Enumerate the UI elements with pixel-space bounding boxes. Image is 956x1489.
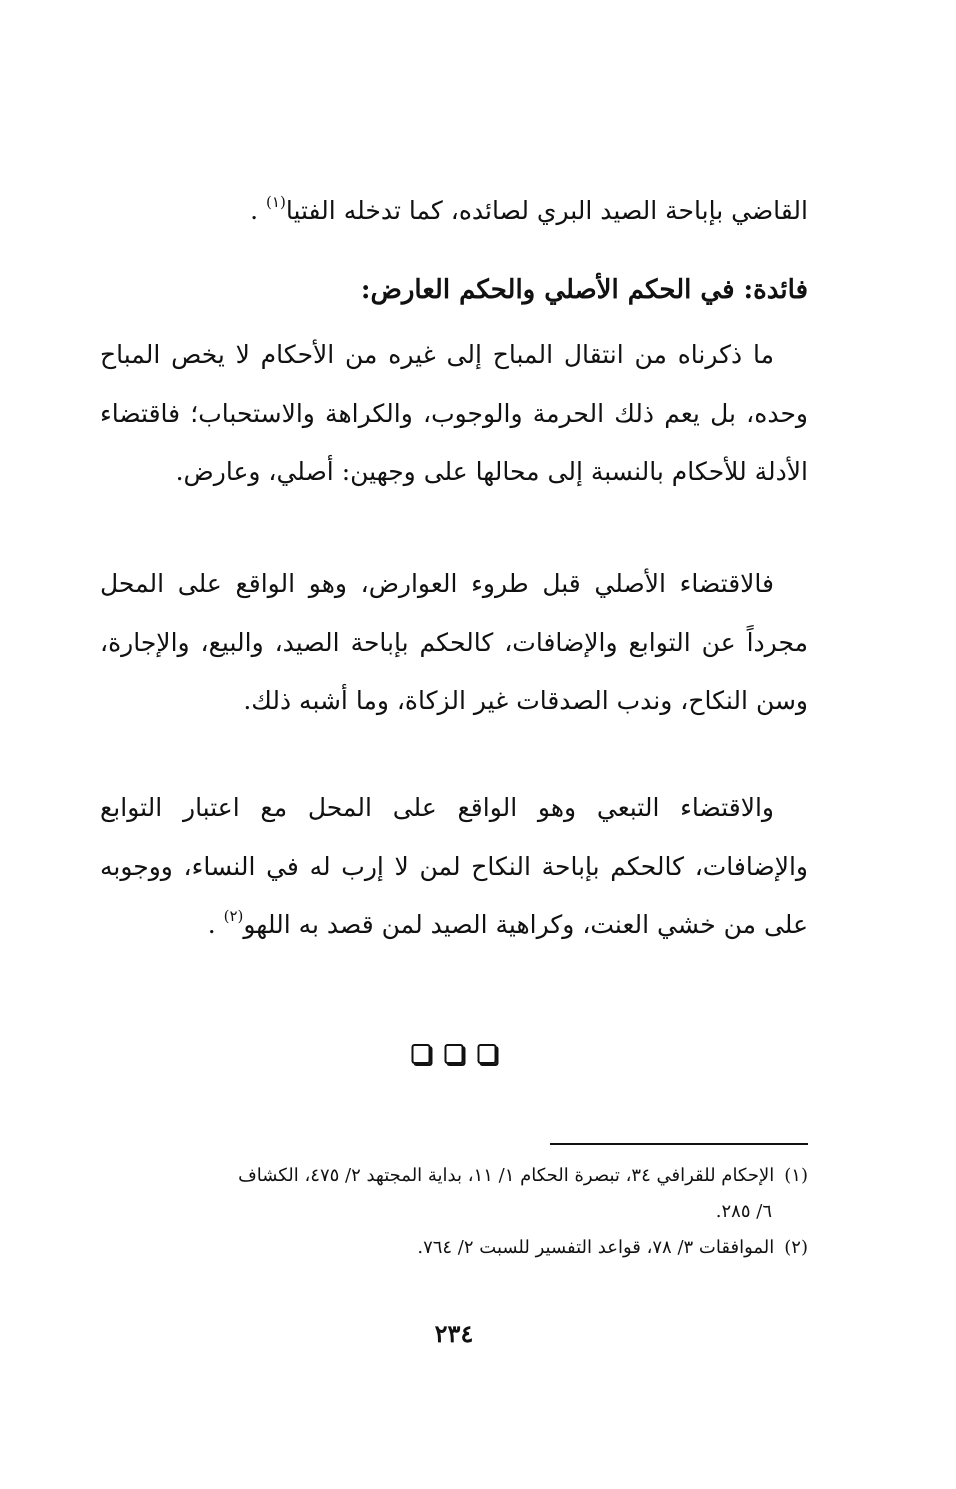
footnotes [100, 1158, 808, 1266]
square-ornament-icon [445, 1044, 464, 1064]
section-divider-ornament [412, 1044, 497, 1064]
continuation-text: القاضي بإباحة الصيد البري لصائده، كما تدخله الفتيا [285, 196, 808, 225]
paragraph-2 [100, 555, 808, 731]
paragraph-1 [100, 326, 808, 502]
section-heading: فائدة: في الحكم الأصلي والحكم العارض: [360, 275, 808, 305]
paragraph-2-text: فالاقتضاء الأصلي قبل طروء العوارض، وهو الواقع على المحل مجرداً عن التوابع والإضافات، كالحكم بإباحة الصيد، والبيع، والإجارة، وسن النكاح، وندب الصدقات غير الزكاة، وما أشبه ذلك. [100, 569, 808, 715]
paragraph-3 [100, 779, 808, 955]
square-ornament-icon [478, 1044, 497, 1064]
footnote-separator [550, 1143, 808, 1145]
footnote-2-text: الموافقات ٣/ ٧٨، قواعد التفسير للسبت ٢/ ٧٦٤. [417, 1237, 775, 1258]
footnote-2 [100, 1230, 808, 1266]
paragraph-1-text: ما ذكرناه من انتقال المباح إلى غيره من الأحكام لا يخص المباح وحده، بل يعم ذلك الحرمة والوجوب، والكراهة والاستحباب؛ فاقتضاء الأدلة للأحكام بالنسبة إلى محالها على وجهين: أصلي، وعارض. [100, 340, 808, 486]
footnote-1 [100, 1158, 808, 1230]
footnote-1-text: الإحكام للقرافي ٣٤، تبصرة الحكام ١/ ١١، بداية المجتهد ٢/ ٤٧٥، الكشاف [238, 1165, 775, 1186]
book-page [100, 0, 808, 1489]
footnote-2-number: (٢) [784, 1237, 808, 1258]
square-ornament-icon [412, 1044, 431, 1064]
footnote-marker-1[interactable]: (١) [266, 193, 286, 211]
paragraph-3-end: . [207, 910, 224, 939]
footnote-1-continuation: ٦/ ٢٨٥. [715, 1201, 772, 1222]
footnote-marker-2[interactable]: (٢) [223, 907, 244, 925]
footnote-1-number: (١) [784, 1165, 808, 1186]
page-number: ٢٣٤ [434, 1319, 474, 1348]
paragraph-3-text: والاقتضاء التبعي وهو الواقع على المحل مع اعتبار التوابع والإضافات، كالحكم بإباحة النكاح لمن لا إرب له في النساء، ووجوبه على من خشي العنت، وكراهية الصيد لمن قصد به اللهو [100, 793, 808, 939]
continuation-line [100, 188, 808, 234]
continuation-end: . [250, 196, 267, 225]
